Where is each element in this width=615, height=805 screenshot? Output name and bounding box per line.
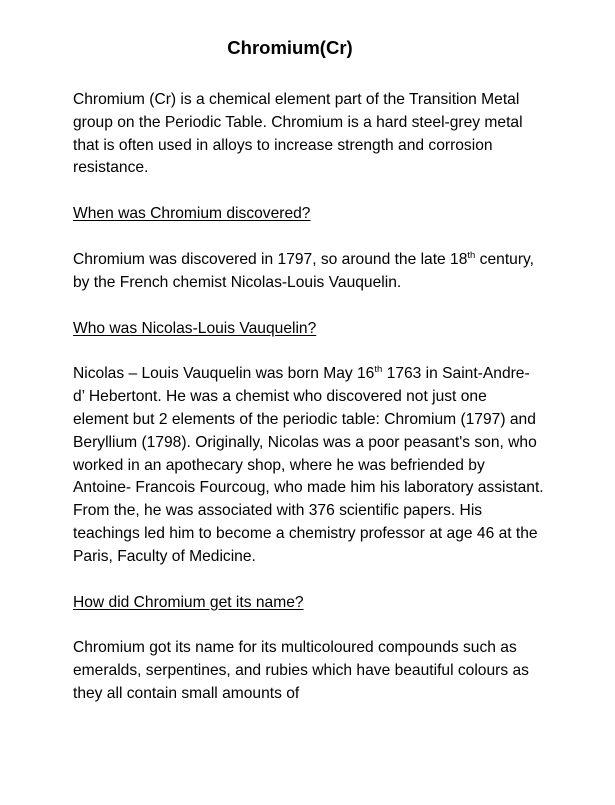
intro-paragraph: Chromium (Cr) is a chemical element part of the Transition Metal group on the Periodic Table. Chromium is a hard steel-grey metal that is often used in alloys to increase strength and corrosion resistance.: [73, 91, 523, 177]
discovery-text-after-sup: century, by the French chemist Nicolas-Louis Vauquelin.: [73, 250, 534, 291]
section-paragraph-name-origin: Chromium got its name for its multicoloured compounds such as emeralds, serpentines, and rubies which have beautiful colours as they all contain small amounts of: [73, 639, 529, 702]
section-heading-name-origin: How did Chromium get its name?: [73, 593, 304, 611]
document-body: [73, 89, 545, 729]
discovery-text-before-sup: Chromium was discovered in 1797, so around the late 18: [73, 250, 468, 268]
section-paragraph-discovery: [73, 249, 545, 295]
section-heading-vauquelin: Who was Nicolas-Louis Vauquelin?: [73, 319, 317, 337]
section-paragraph-vauquelin: [73, 363, 545, 568]
vauquelin-text-after-sup: 1763 in Saint-Andre- d’ Hebertont. He was a chemist who discovered not just one element but 2 elements of the periodic table: Chromium (1797) and Beryllium (1798). Originally, Nicolas was a poor peasant's son, who worked in an apothecary shop, where he was befriended by Antoine- Francois Fourcoug, who made him his laboratory assistant. From the, he was associated with 376 scientific papers. His teachings led him to become a chemistry professor at age 46 at the Paris, Faculty of Medicine.: [73, 365, 544, 565]
vauquelin-text-before-sup: Nicolas – Louis Vauquelin was born May 16: [73, 365, 375, 383]
page-title: Chromium(Cr): [227, 37, 353, 58]
vauquelin-superscript: th: [374, 364, 383, 376]
discovery-superscript: th: [467, 249, 476, 261]
section-heading-discovery: When was Chromium discovered?: [73, 205, 311, 223]
